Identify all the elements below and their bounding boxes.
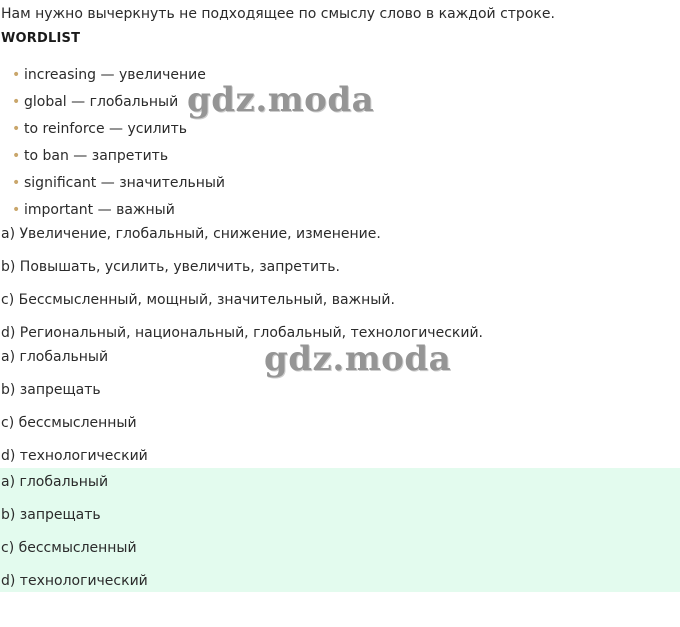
answer-line-b: b) запрещать — [1, 382, 101, 398]
watermark-logo: gdz.moda — [187, 80, 375, 120]
wordlist-item — [0, 120, 225, 147]
bullet-icon: • — [12, 148, 21, 164]
wordlist-heading: WORDLIST — [1, 31, 81, 46]
answer-line-a: a) глобальный — [1, 349, 109, 365]
highlighted-answer-d: d) технологический — [1, 573, 148, 589]
bullet-icon: • — [12, 67, 21, 83]
exercise-line-c: c) Бессмысленный, мощный, значительный, важный. — [1, 292, 395, 308]
wordlist-item — [0, 201, 225, 228]
wordlist-item-text: significant — значительный — [24, 175, 226, 191]
wordlist-item-text: important — важный — [24, 202, 175, 218]
answer-line-d: d) технологический — [1, 448, 148, 464]
bullet-icon: • — [12, 94, 21, 110]
watermark-logo: gdz.moda — [264, 339, 452, 379]
answer-line-c: c) бессмысленный — [1, 415, 137, 431]
wordlist-item-text: increasing — увеличение — [24, 67, 206, 83]
exercise-line-d: d) Региональный, национальный, глобальный, технологический. — [1, 325, 483, 341]
highlighted-answer-b: b) запрещать — [1, 507, 101, 523]
bullet-icon: • — [12, 202, 21, 218]
exercise-line-b: b) Повышать, усилить, увеличить, запретить. — [1, 259, 340, 275]
bullet-icon: • — [12, 121, 21, 137]
highlighted-answer-a: a) глобальный — [1, 474, 109, 490]
bullet-icon: • — [12, 175, 21, 191]
highlighted-answer-c: c) бессмысленный — [1, 540, 137, 556]
wordlist-item-text: global — глобальный — [24, 94, 179, 110]
wordlist-item — [0, 174, 225, 201]
wordlist-item-text: to ban — запретить — [24, 148, 169, 164]
task-instruction: Нам нужно вычеркнуть не подходящее по смыслу слово в каждой строке. — [1, 6, 555, 22]
exercise-line-a: a) Увеличение, глобальный, снижение, изменение. — [1, 226, 381, 242]
wordlist-item-text: to reinforce — усилить — [24, 121, 188, 137]
wordlist-item — [0, 147, 225, 174]
